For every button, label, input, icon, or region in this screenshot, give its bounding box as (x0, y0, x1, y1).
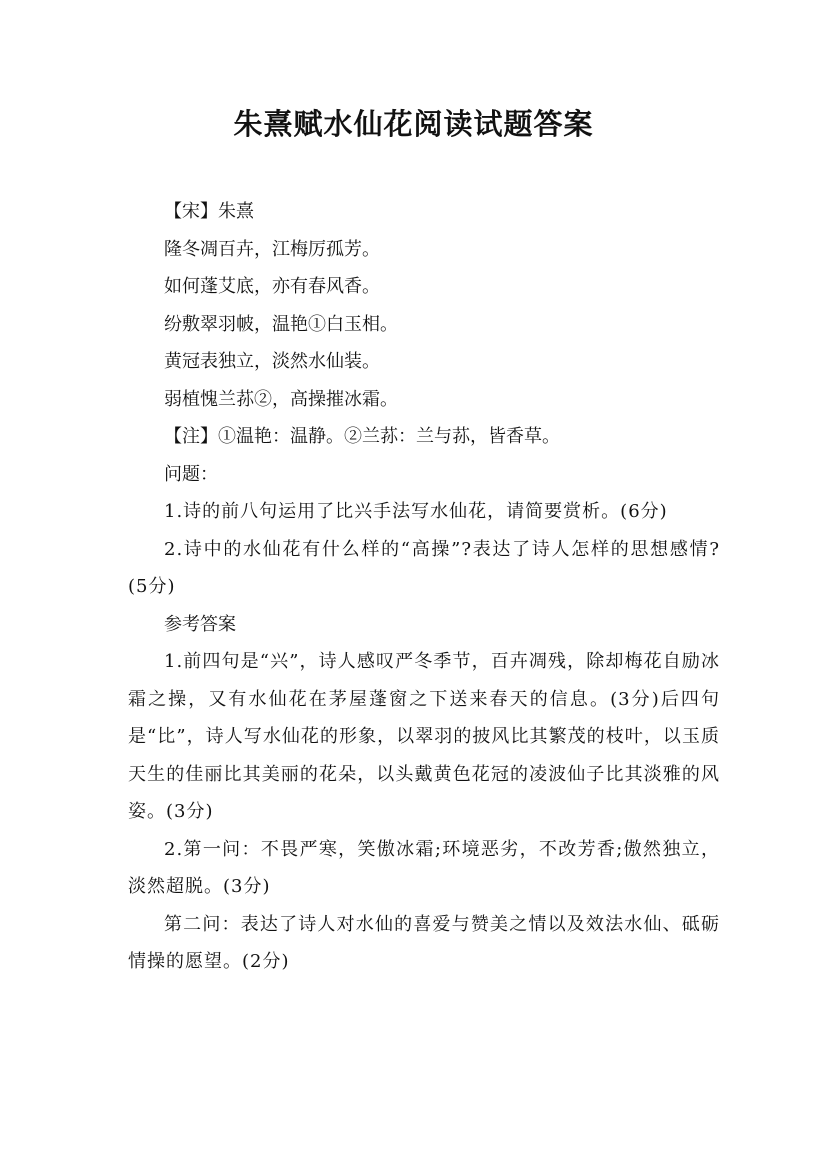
poem-line-4: 黄冠表独立，淡然水仙装。 (164, 351, 380, 372)
document-body (128, 193, 720, 981)
question-2: 2.诗中的水仙花有什么样的“高操”?表达了诗人怎样的思想感情?(5分) (128, 538, 720, 597)
questions-heading: 问题： (164, 463, 218, 485)
poem-author: 【宋】朱熹 (164, 201, 254, 222)
question-1: 1.诗的前八句运用了比兴手法写水仙花，请简要赏析。(6分) (164, 501, 668, 522)
poem-line-5: 弱植愧兰荪②，高操摧冰霜。 (164, 388, 398, 410)
poem-line-1: 隆冬凋百卉，江梅厉孤芳。 (164, 238, 380, 260)
answer-2-part-1: 2.第一问：不畏严寒，笑傲冰霜;环境恶劣，不改芳香;傲然独立，淡然超脱。(3分) (128, 838, 720, 897)
poem-line-2: 如何蓬艾底，亦有春风香。 (164, 276, 380, 297)
poem-notes: 【注】①温艳：温静。②兰荪：兰与荪，皆香草。 (164, 426, 560, 447)
poem-line-3: 纷敷翠羽帔，温艳①白玉相。 (164, 313, 398, 335)
page-title: 朱熹赋水仙花阅读试题答案 (233, 107, 594, 141)
answer-2-part-2: 第二问：表达了诗人对水仙的喜爱与赞美之情以及效法水仙、砥砺情操的愿望。(2分) (128, 913, 720, 972)
answer-1: 1.前四句是“兴”，诗人感叹严冬季节，百卉凋残，除却梅花自励冰霜之操，又有水仙花在茅屋蓬窗之下送来春天的信息。(3分)后四句是“比”，诗人写水仙花的形象，以翠羽的披风比其繁茂的枝叶，以玉质天生的佳丽比其美丽的花朵，以头戴黄色花冠的凌波仙子比其淡雅的风姿。(3分) (128, 651, 720, 822)
answers-heading: 参考答案 (164, 613, 236, 635)
